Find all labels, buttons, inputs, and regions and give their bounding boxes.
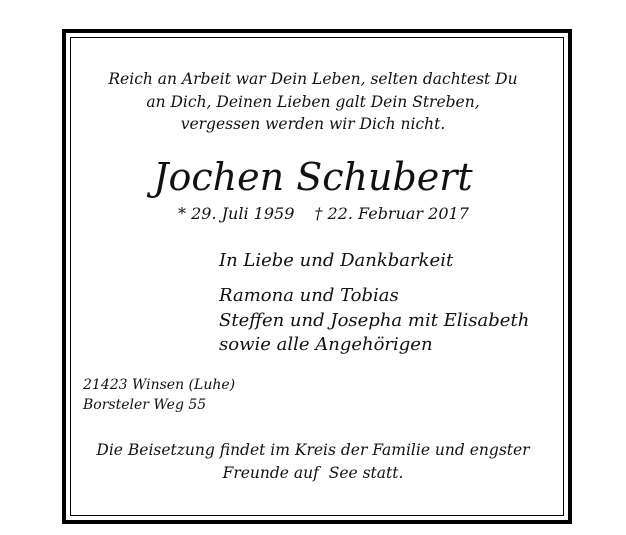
burial-note [0,439,626,484]
death-date: † 22. Februar 2017 [314,204,469,223]
address-street: Borsteler Weg 55 [83,397,207,413]
birth-date: * 29. Juli 1959 [178,204,295,223]
memorial-verse [0,68,626,136]
signoff-intro: In Liebe und Dankbarkeit [219,250,454,271]
burial-note-line: Die Beisetzung findet im Kreis der Familie und engster [96,441,530,459]
verse-line: vergessen werden wir Dich nicht. [180,115,446,133]
mourner-line: Ramona und Tobias [219,285,399,306]
mourner-line: sowie alle Angehörigen [219,334,433,355]
address-city: 21423 Winsen (Luhe) [83,377,236,393]
deceased-name: Jochen Schubert [153,155,473,199]
verse-line: Reich an Arbeit war Dein Leben, selten dachtest Du [108,70,518,88]
verse-line: an Dich, Deinen Lieben galt Dein Streben, [146,92,480,111]
mourner-line: Steffen und Josepha mit Elisabeth [219,310,530,331]
burial-note-line: Freunde auf See statt. [222,463,404,482]
life-dates [178,204,469,224]
